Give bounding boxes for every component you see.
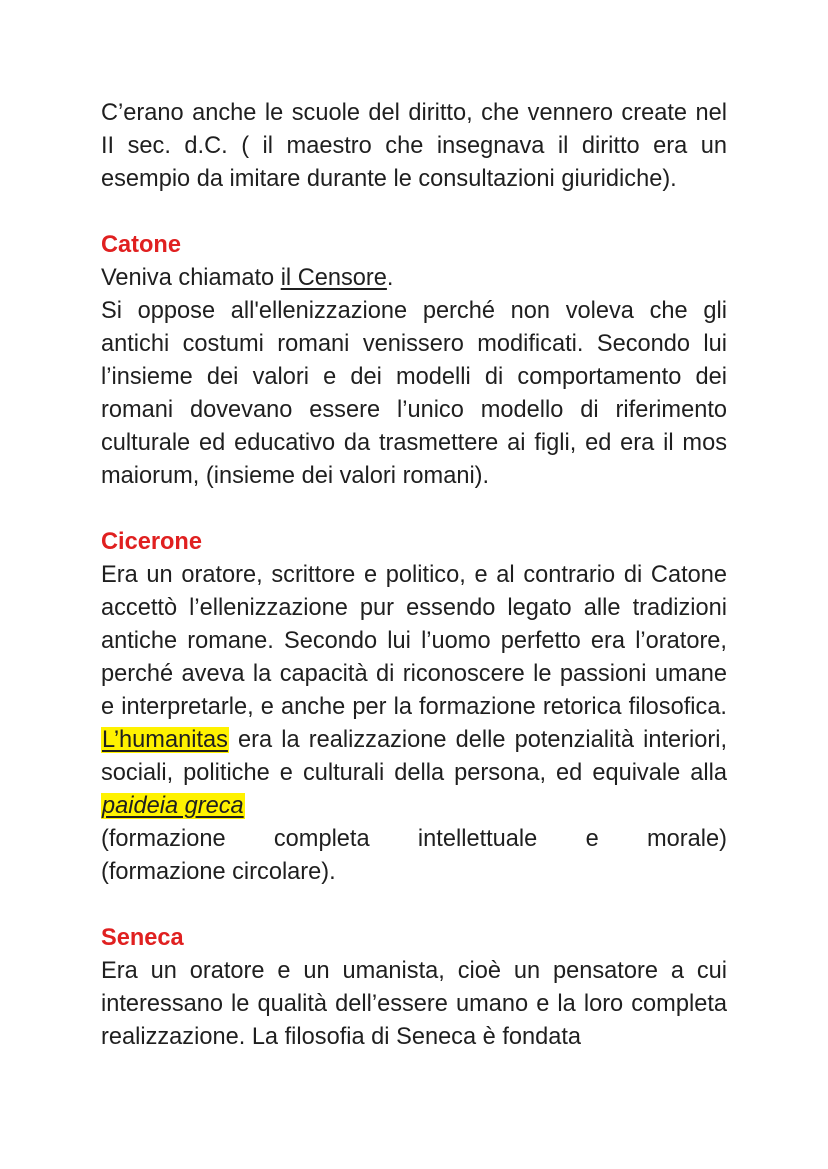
cicerone-last-line: (formazione circolare). [101,859,336,885]
seneca-paragraph: Era un oratore e un umanista, cioè un pensatore a cui interessano le qualità dell’essere umano e la loro completa realizzazione. La filosofia di Seneca è fondata [101,958,727,1050]
catone-paragraph: Si oppose all'ellenizzazione perché non voleva che gli antichi costumi romani venissero modificati. Secondo lui l’insieme dei valori e dei modelli di comportamento dei romani dovevano essere l’unico modello di riferimento culturale ed educativo da trasmettere ai figli, ed era il mos maiorum, (insieme dei valori romani). [101,298,727,489]
heading-catone: Catone [101,232,181,258]
spacer [101,493,727,526]
intro-paragraph: C’erano anche le scuole del diritto, che vennero create nel II sec. d.C. ( il maestro che insegnava il diritto era un esempio da imitare durante le consultazioni giuridiche). [101,100,727,192]
cicerone-justified-row [101,823,727,856]
highlight-paideia-greca: paideia greca [102,793,244,819]
row-word: completa [273,826,370,852]
heading-seneca: Seneca [101,925,184,951]
catone-line-pre: Veniva chiamato [101,265,281,291]
document-body [101,97,727,1054]
cicerone-paragraph [101,559,727,823]
row-word: intellettuale [417,826,538,852]
highlight-humanitas: L’humanitas [102,727,228,753]
row-word: e [585,826,599,852]
cicerone-text-a: Era un oratore, scrittore e politico, e al contrario di Catone accettò l’ellenizzazione pur essendo legato alle tradizioni antiche romane. Secondo lui l’uomo perfetto era l’oratore, perché aveva la capacità di riconoscere le passioni umane e interpretarle, e anche per la formazione retorica filosofica. [101,562,727,720]
row-word: (formazione [101,826,226,852]
censore-underlined: il Censore [280,265,387,291]
cicerone-text-b: era la realizzazione delle potenzialità interiori, sociali, politiche e culturali della persona, ed equivale alla [101,727,727,786]
spacer [101,196,727,229]
catone-line-post: . [386,265,394,291]
catone-nickname-line [101,262,727,295]
spacer [101,889,727,922]
row-word: morale) [647,826,727,852]
heading-cicerone: Cicerone [101,529,202,555]
